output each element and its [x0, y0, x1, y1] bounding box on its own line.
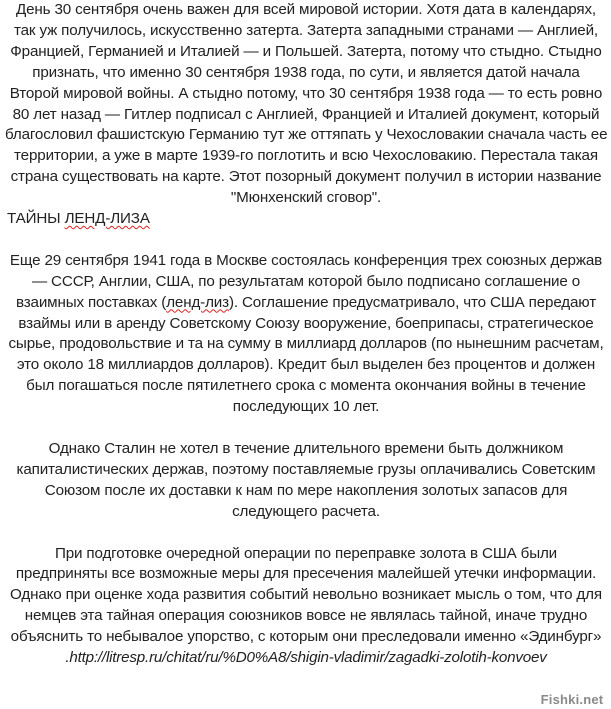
text-line: Союзом после их доставки к нам по мере накопления золотых запасов для — [44, 481, 568, 499]
paragraph-munich — [5, 0, 607, 209]
text-line: "Мюнхенский сговор". — [230, 189, 382, 207]
marked-word: ленд-лиз — [166, 293, 229, 311]
text-line: так уж получилось, искусственно затерта. Затерта западными странами — Англией, — [13, 21, 598, 39]
text-line: благословил фашистскую Германию тут же оттяпать у Чехословакии сначала часть ее — [5, 126, 608, 144]
text-line: признать, что именно 30 сентября 1938 года, по сути, и является датой начала — [32, 63, 580, 81]
text-line: сырье, продовольствие и та на сумму в миллиард долларов (по нынешним расчетам, — [8, 335, 604, 353]
text-line: страна существовать на карте. Этот позорный документ получил в истории название — [10, 168, 602, 186]
text-line: При подготовке очередной операции по переправке золота в США были — [54, 544, 558, 562]
text-line: предприняты все возможные меры для пресечения малейшей утечки информации. — [15, 565, 597, 583]
text-line: Еще 29 сентября 1941 года в Москве состоялась конференция трех союзных держав — [9, 251, 603, 269]
text-line: территории, а уже в марте 1939-го поглотить и всю Чехословакию. Перестала такая — [14, 147, 598, 165]
text-line: взаймы или в аренду Советскому Союзу вооружение, боеприпасы, стратегическое — [18, 314, 594, 332]
heading-text: ТАЙНЫ — [7, 210, 65, 228]
text-line: следующего расчета. — [232, 502, 380, 520]
source-link[interactable]: .http://litresp.ru/chitat/ru/%D0%A8/shigin-vladimir/zagadki-zolotih-konvoev — [65, 649, 547, 667]
paragraph-lend-lease — [5, 251, 607, 418]
text-line: это около 18 миллиардов долларов). Кредит был выделен без процентов и должен — [16, 356, 596, 374]
paragraph-gap — [5, 230, 607, 251]
text-line: Францией, Германией и Италией — и Польшей. Затерта, потому что стыдно. Стыдно — [10, 42, 602, 60]
paragraph-gap — [5, 418, 607, 439]
text-line: капиталистических держав, поэтому поставляемые грузы оплачивались Советским — [16, 460, 596, 478]
paragraph-stalin — [5, 439, 607, 523]
text-line: немцев эта тайная операция союзников вовсе не являлась тайной, иначе трудно — [24, 607, 588, 625]
paragraph-gap — [5, 523, 607, 544]
paragraph-gold — [5, 544, 607, 669]
heading-marked-text: ЛЕНД-ЛИЗА — [64, 210, 150, 228]
text-line: Однако при оценке хода развития событий невольно возникает мысль о том, что для — [10, 586, 602, 604]
text-line: объяснить то небывалое упорство, с которым они преследовали именно «Эдинбург» — [10, 628, 602, 646]
text-line: 80 лет назад — Гитлер подписал с Англией, Францией и Италией документ, который — [12, 105, 600, 123]
text-line — [5, 293, 607, 314]
text-line: День 30 сентября очень важен для всей мировой истории. Хотя дата в календарях, — [15, 1, 596, 18]
text-line: Однако Сталин не хотел в течение длительного времени быть должником — [48, 440, 564, 457]
text-line: последующих 10 лет. — [232, 398, 380, 416]
section-heading — [5, 209, 607, 230]
text-fragment: взаимных поставках ( — [15, 293, 167, 311]
fishki-watermark: Fishki.net — [536, 689, 608, 709]
text-fragment: ). Соглашение предусматривало, что США передают — [228, 293, 596, 311]
text-line: Второй мировой войны. А стыдно потому, что 30 сентября 1938 года — то есть ровно — [9, 84, 603, 102]
text-line: — СССР, Англии, США, по результатам которой было подписано соглашение о — [31, 272, 581, 290]
text-line: был погашаться после пятилетнего срока с момента окончания войны в течение — [26, 377, 586, 395]
